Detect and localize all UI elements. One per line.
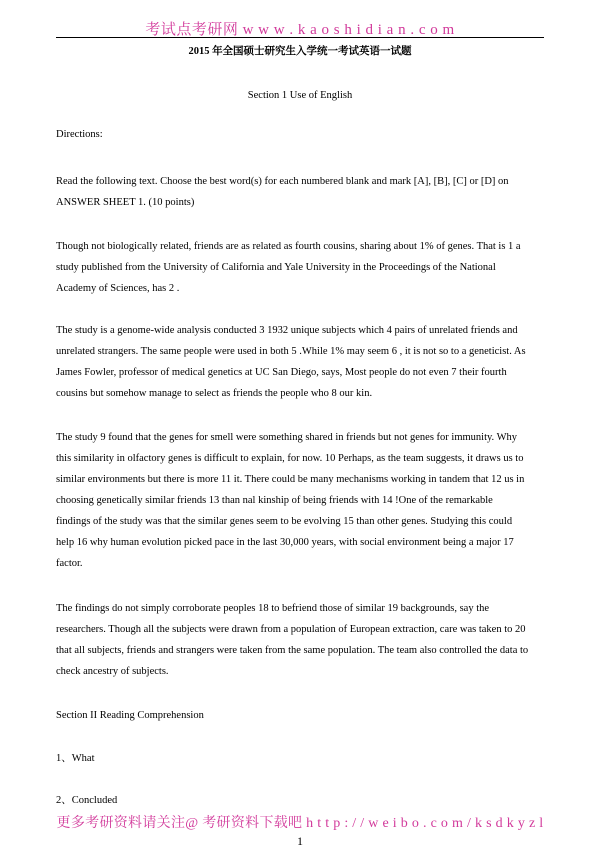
text-line: researchers. Though all the subjects were drawn from a population of European extraction, care was taken to 20 bbox=[56, 624, 526, 635]
text-line: choosing genetically similar friends 13 than nal kinship of being friends with 14 !One of the remarkable bbox=[56, 495, 493, 506]
instructions-paragraph bbox=[56, 171, 548, 213]
paragraph-1 bbox=[56, 236, 548, 299]
text-line: help 16 why human evolution picked pace in the last 30,000 years, with social environment being a major 17 bbox=[56, 537, 514, 548]
text-line: check ancestry of subjects. bbox=[56, 666, 169, 677]
text-line: study published from the University of California and Yale University in the Proceedings of the National bbox=[56, 262, 496, 273]
text-line: James Fowler, professor of medical genetics at UC San Diego, says, Most people do not even 7 their fourth bbox=[56, 367, 507, 378]
footer-promo-link[interactable]: 更多考研资料请关注@ 考研资料下载吧 h t t p : / / w e i b o . c o m / k s d k y z l bbox=[56, 816, 544, 831]
paragraph-3 bbox=[56, 427, 548, 574]
directions-label: Directions: bbox=[56, 129, 103, 140]
text-line: The findings do not simply corroborate peoples 18 to befriend those of similar 19 backgrounds, say the bbox=[56, 603, 490, 614]
text-line: ANSWER SHEET 1. (10 points) bbox=[56, 197, 195, 208]
text-line: cousins but somehow manage to select as friends the people who 8 our kin. bbox=[56, 388, 373, 399]
text-line: Academy of Sciences, has 2 . bbox=[56, 283, 180, 294]
paragraph-4 bbox=[56, 598, 548, 682]
header-watermark: 考试点考研网 w w w . k a o s h i d i a n . c o m bbox=[145, 22, 455, 38]
page-number: 1 bbox=[297, 834, 303, 848]
text-line: unrelated strangers. The same people were used in both 5 .While 1% may seem 6 , it is not so to a geneticist. As bbox=[56, 346, 526, 357]
section2-heading: Section II Reading Comprehension bbox=[56, 710, 204, 721]
list-item: 1、What bbox=[56, 753, 95, 764]
text-line: The study 9 found that the genes for smell were something shared in friends but not genes for immunity. Why bbox=[56, 432, 518, 443]
text-line: factor. bbox=[56, 558, 83, 569]
text-line: similar environments but there is more 11 it. There could be many mechanisms working in tandem that 12 us in bbox=[56, 474, 525, 485]
text-line: this similarity in olfactory genes is difficult to explain, for now. 10 Perhaps, as the team suggests, it draws us to bbox=[56, 453, 524, 464]
text-line: findings of the study was that the similar genes seem to be evolving 15 than other genes. Studying this could bbox=[56, 516, 513, 527]
paragraph-2 bbox=[56, 320, 548, 404]
text-line: Read the following text. Choose the best word(s) for each numbered blank and mark [A], [B], [C] or [D] on bbox=[56, 176, 509, 187]
page-title: 2015 年全国硕士研究生入学统一考试英语一试题 bbox=[188, 46, 412, 57]
header-rule bbox=[56, 37, 544, 38]
list-item: 2、Concluded bbox=[56, 795, 118, 806]
text-line: The study is a genome-wide analysis conducted 3 1932 unique subjects which 4 pairs of unrelated friends and bbox=[56, 325, 518, 336]
text-line: that all subjects, friends and strangers were taken from the same population. The team also controlled the data to bbox=[56, 645, 529, 656]
text-line: Though not biologically related, friends are as related as fourth cousins, sharing about 1% of genes. That is 1 a bbox=[56, 241, 521, 252]
section1-heading: Section 1 Use of English bbox=[247, 90, 353, 101]
